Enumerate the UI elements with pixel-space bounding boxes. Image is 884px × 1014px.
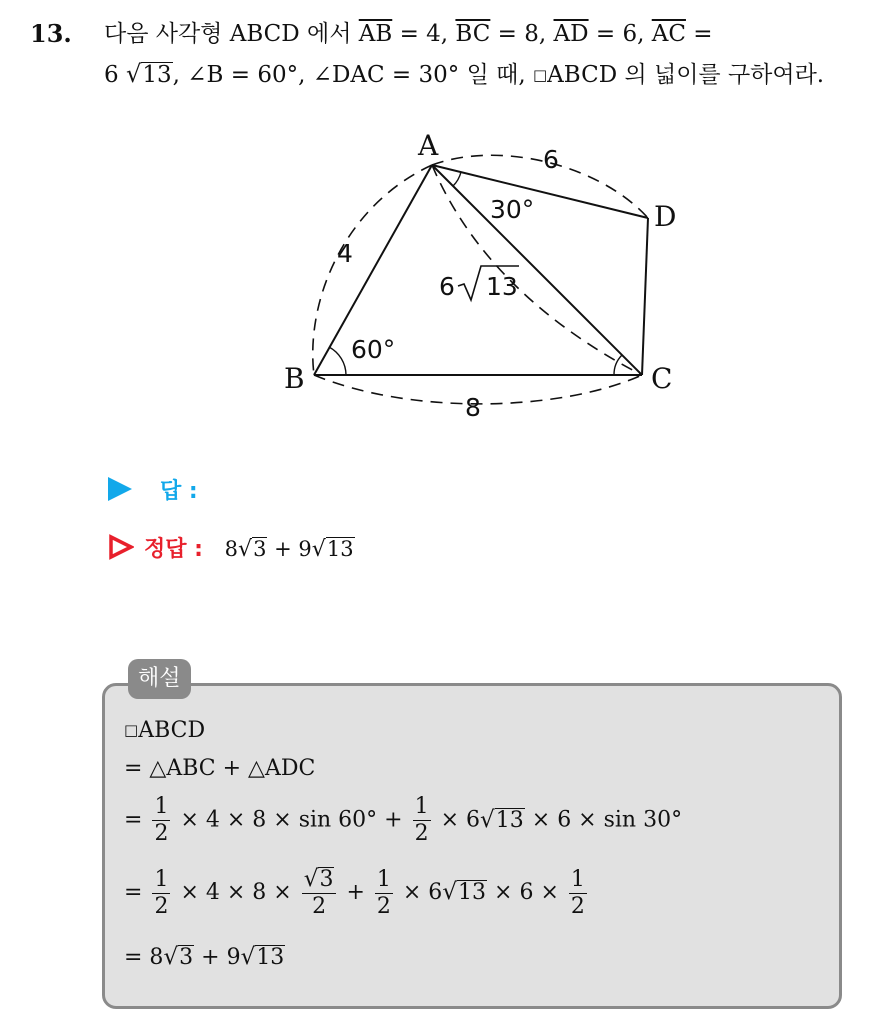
numerator: 1: [570, 866, 585, 892]
radical-sign-icon: √: [125, 60, 142, 88]
vertex-a: A: [418, 129, 439, 162]
radical-sign-icon: √: [240, 944, 256, 970]
solution-line-4: [124, 866, 590, 920]
solution-text: × 6: [402, 880, 443, 905]
vertex-b: B: [284, 362, 305, 395]
solution-text: × 4 × 8 ×: [180, 880, 292, 905]
play-triangle-icon: [108, 477, 132, 501]
answer-row: [108, 474, 198, 505]
answer-coef: 8: [224, 537, 239, 561]
solution-text: × 4 × 8 × sin 60° +: [180, 807, 403, 833]
angle-arc-b: [329, 347, 346, 375]
square-symbol: □: [124, 721, 139, 739]
numerator: [302, 866, 337, 894]
radical-sign-icon: √: [163, 944, 179, 970]
question-intro: 다음 사각형 ABCD 에서: [104, 21, 352, 47]
question-number: 13.: [30, 19, 72, 48]
length-ad: 6: [543, 145, 559, 174]
solution-line-2: = △ABC + △ADC: [124, 756, 316, 781]
solution-line-1: [124, 718, 205, 743]
angle-b-label: 60°: [351, 335, 396, 364]
solution-tab: 해설: [128, 659, 191, 699]
numerator: 1: [414, 794, 429, 819]
radicand: 13: [256, 945, 285, 970]
answer-plus: + 9: [274, 537, 312, 561]
denominator: 2: [414, 821, 429, 846]
vertex-d: D: [654, 200, 677, 233]
vertex-c: C: [651, 362, 673, 395]
denominator: 2: [376, 893, 391, 919]
segment-ac-value: =: [685, 21, 713, 47]
solution-text: × 6 ×: [494, 880, 559, 905]
question-conditions: , ∠B = 60°, ∠DAC = 30° 일 때,: [172, 62, 533, 88]
segment-bc: $\overline{BC}$: [455, 21, 491, 47]
question-line-2: [104, 54, 824, 95]
denominator: 2: [312, 894, 327, 919]
radicand: 13: [495, 807, 524, 833]
correct-answer-row: [108, 532, 355, 563]
length-ac-radicand: 13: [486, 272, 518, 301]
segment-ad-value: = 6,: [588, 21, 652, 47]
solution-text: ABCD: [138, 718, 206, 743]
segment-ad: $\overline{AD}$: [553, 21, 589, 47]
radical-sign-icon: √: [303, 866, 319, 892]
length-bc: 8: [465, 393, 481, 422]
angle-arc-dac: [453, 172, 461, 186]
radicand: 3: [179, 945, 194, 970]
sqrt-13: [480, 807, 525, 833]
solution-text: × 6 × sin 30°: [531, 807, 683, 833]
sqrt-13: [126, 54, 173, 95]
sqrt-13: [241, 944, 286, 970]
question-line-1: [104, 14, 713, 54]
equals: =: [124, 880, 143, 905]
diagonal-ac: [432, 165, 642, 375]
angle-arc-c: [614, 355, 622, 375]
sqrt-3: [304, 866, 335, 893]
numerator: 1: [376, 866, 391, 892]
length-ab: 4: [337, 239, 353, 268]
solution-line-5: [124, 944, 285, 970]
denominator: 2: [570, 893, 585, 919]
numerator: 1: [154, 794, 169, 819]
fraction-half: [413, 794, 431, 847]
dash-arc-ad: [432, 155, 648, 218]
fraction-half: [375, 867, 393, 920]
radicand: 13: [458, 880, 487, 905]
correct-answer-label: 정답 :: [144, 537, 203, 562]
ac-coefficient: 6: [104, 62, 119, 88]
solution-text: +: [346, 880, 365, 905]
segment-ab: $\overline{AB}$: [358, 21, 393, 47]
answer-label: 답 :: [160, 479, 198, 504]
sqrt-3: [238, 537, 267, 562]
fraction-half: [152, 867, 170, 920]
sqrt-3: [163, 944, 194, 970]
solution-text: × 6: [440, 807, 481, 833]
angle-dac-label: 30°: [490, 195, 535, 224]
length-ac-coef: 6: [439, 272, 455, 301]
radicand: 3: [319, 867, 334, 892]
fraction-half: [152, 794, 170, 847]
side-dc: [642, 218, 648, 375]
radical-sign-icon: √: [480, 806, 495, 833]
quadrilateral-figure: [270, 120, 700, 440]
solution-text: = 8: [124, 945, 164, 970]
correct-answer-value: [225, 537, 355, 561]
segment-ac: $\overline{AC}$: [651, 21, 686, 47]
radical-sign-icon: √: [238, 537, 253, 562]
solution-text: + 9: [201, 945, 241, 970]
fraction-sqrt3-over-2: [302, 866, 337, 920]
sqrt-13: [442, 879, 487, 905]
radical-sign-icon: √: [442, 879, 458, 905]
radicand: 13: [142, 62, 172, 88]
segment-bc-value: = 8,: [490, 21, 554, 47]
sqrt-13: [312, 537, 355, 562]
denominator: 2: [154, 821, 169, 846]
radicand: 3: [253, 537, 267, 561]
outline-triangle-icon: [108, 534, 134, 560]
numerator: 1: [154, 866, 169, 892]
radicand: 13: [326, 537, 354, 561]
square-symbol: □: [532, 66, 548, 84]
question-ask: ABCD 의 넓이를 구하여라.: [547, 62, 825, 88]
radical-sign-icon: √: [311, 537, 326, 562]
segment-ab-value: = 4,: [392, 21, 456, 47]
denominator: 2: [154, 893, 169, 919]
solution-line-3: [124, 794, 682, 847]
equals: =: [124, 807, 143, 833]
fraction-half: [569, 867, 587, 920]
